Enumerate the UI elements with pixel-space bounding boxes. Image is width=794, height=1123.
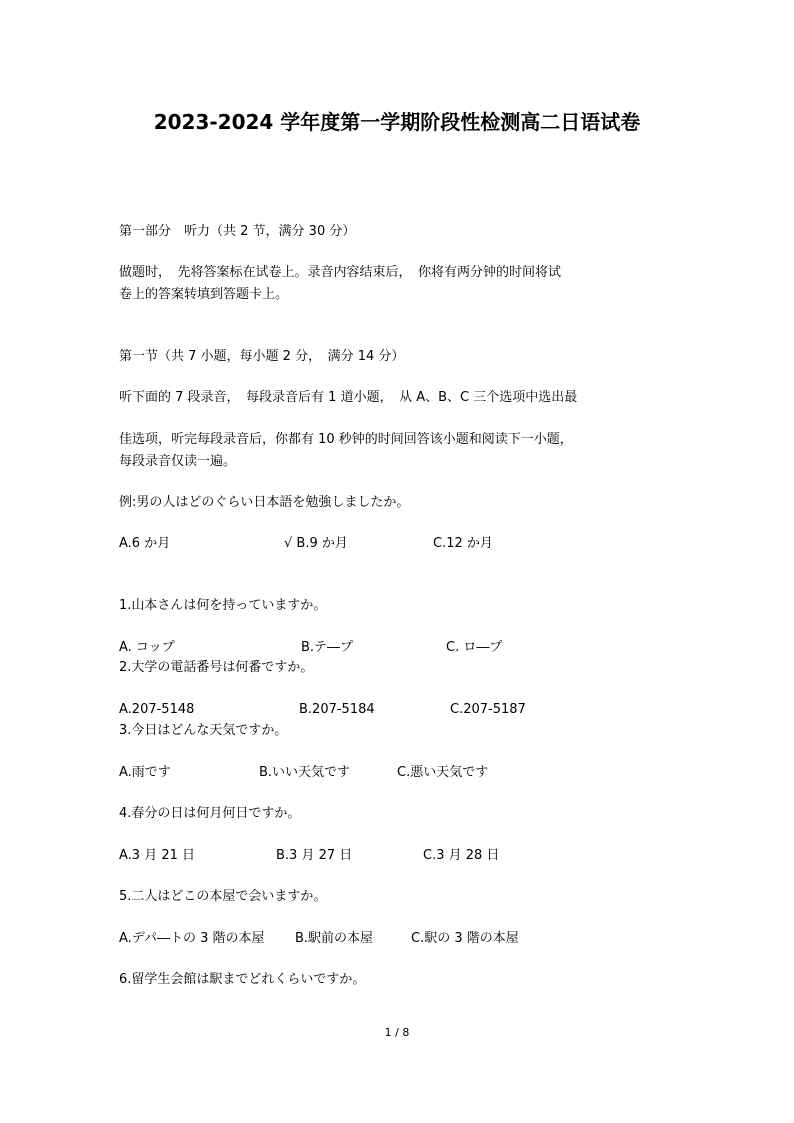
example-option-c: C.12 か月 — [433, 536, 493, 551]
q3-option-c: C.悪い天気です — [397, 765, 489, 780]
question-4: 4.春分の日は何月何日ですか。 — [119, 806, 301, 821]
q5-option-a: A.デパ―トの 3 階の本屋 — [119, 931, 265, 946]
q3-option-a: A.雨です — [119, 765, 171, 780]
question-3: 3.今日はどんな天気ですか。 — [119, 723, 288, 738]
section1-desc-line-1: 听下面的 7 段录音， 每段录音后有 1 道小题， 从 A、B、C 三个选项中选出最 — [119, 390, 578, 405]
q4-option-b: B.3 月 27 日 — [276, 848, 353, 863]
example-option-b: √ B.9 か月 — [284, 536, 348, 551]
example-option-a: A.6 か月 — [119, 536, 171, 551]
part1-heading: 第一部分 听力（共 2 节，满分 30 分） — [119, 224, 356, 239]
q1-option-b: B.テ―プ — [301, 640, 354, 655]
section1-desc-line-3: 每段录音仅读一遍。 — [119, 454, 237, 469]
q5-option-b: B.駅前の本屋 — [295, 931, 374, 946]
instructions-line-2: 卷上的答案转填到答题卡上。 — [119, 287, 289, 302]
question-5: 5.二人はどこの本屋で会いますか。 — [119, 889, 327, 904]
instructions-line-1: 做题时， 先将答案标在试卷上。录音内容结束后， 你将有两分钟的时间将试 — [119, 265, 562, 280]
q5-option-c: C.駅の 3 階の本屋 — [411, 931, 519, 946]
q1-option-c: C. ロ―プ — [446, 640, 503, 655]
question-1: 1.山本さんは何を持っていますか。 — [119, 598, 327, 613]
question-2: 2.大学の電話番号は何番ですか。 — [119, 660, 314, 675]
page-title: 2023-2024 学年度第一学期阶段性检测高二日语试卷 — [153, 110, 641, 134]
q2-option-a: A.207-5148 — [119, 702, 195, 717]
page-number: 1 / 8 — [384, 1026, 410, 1039]
q2-option-c: C.207-5187 — [450, 702, 526, 717]
q4-option-c: C.3 月 28 日 — [423, 848, 500, 863]
question-6: 6.留学生会館は駅までどれくらいですか。 — [119, 972, 366, 987]
q2-option-b: B.207-5184 — [299, 702, 375, 717]
example-question: 例:男の人はどのぐらい日本語を勉強しましたか。 — [119, 495, 410, 510]
q4-option-a: A.3 月 21 日 — [119, 848, 196, 863]
section1-desc-line-2: 佳选项，听完每段录音后，你都有 10 秒钟的时间回答该小题和阅读下一小题， — [119, 432, 573, 447]
q1-option-a: A. コップ — [119, 640, 175, 655]
q3-option-b: B.いい天気です — [259, 765, 351, 780]
section1-heading: 第一节（共 7 小题，每小题 2 分， 满分 14 分） — [119, 349, 405, 364]
